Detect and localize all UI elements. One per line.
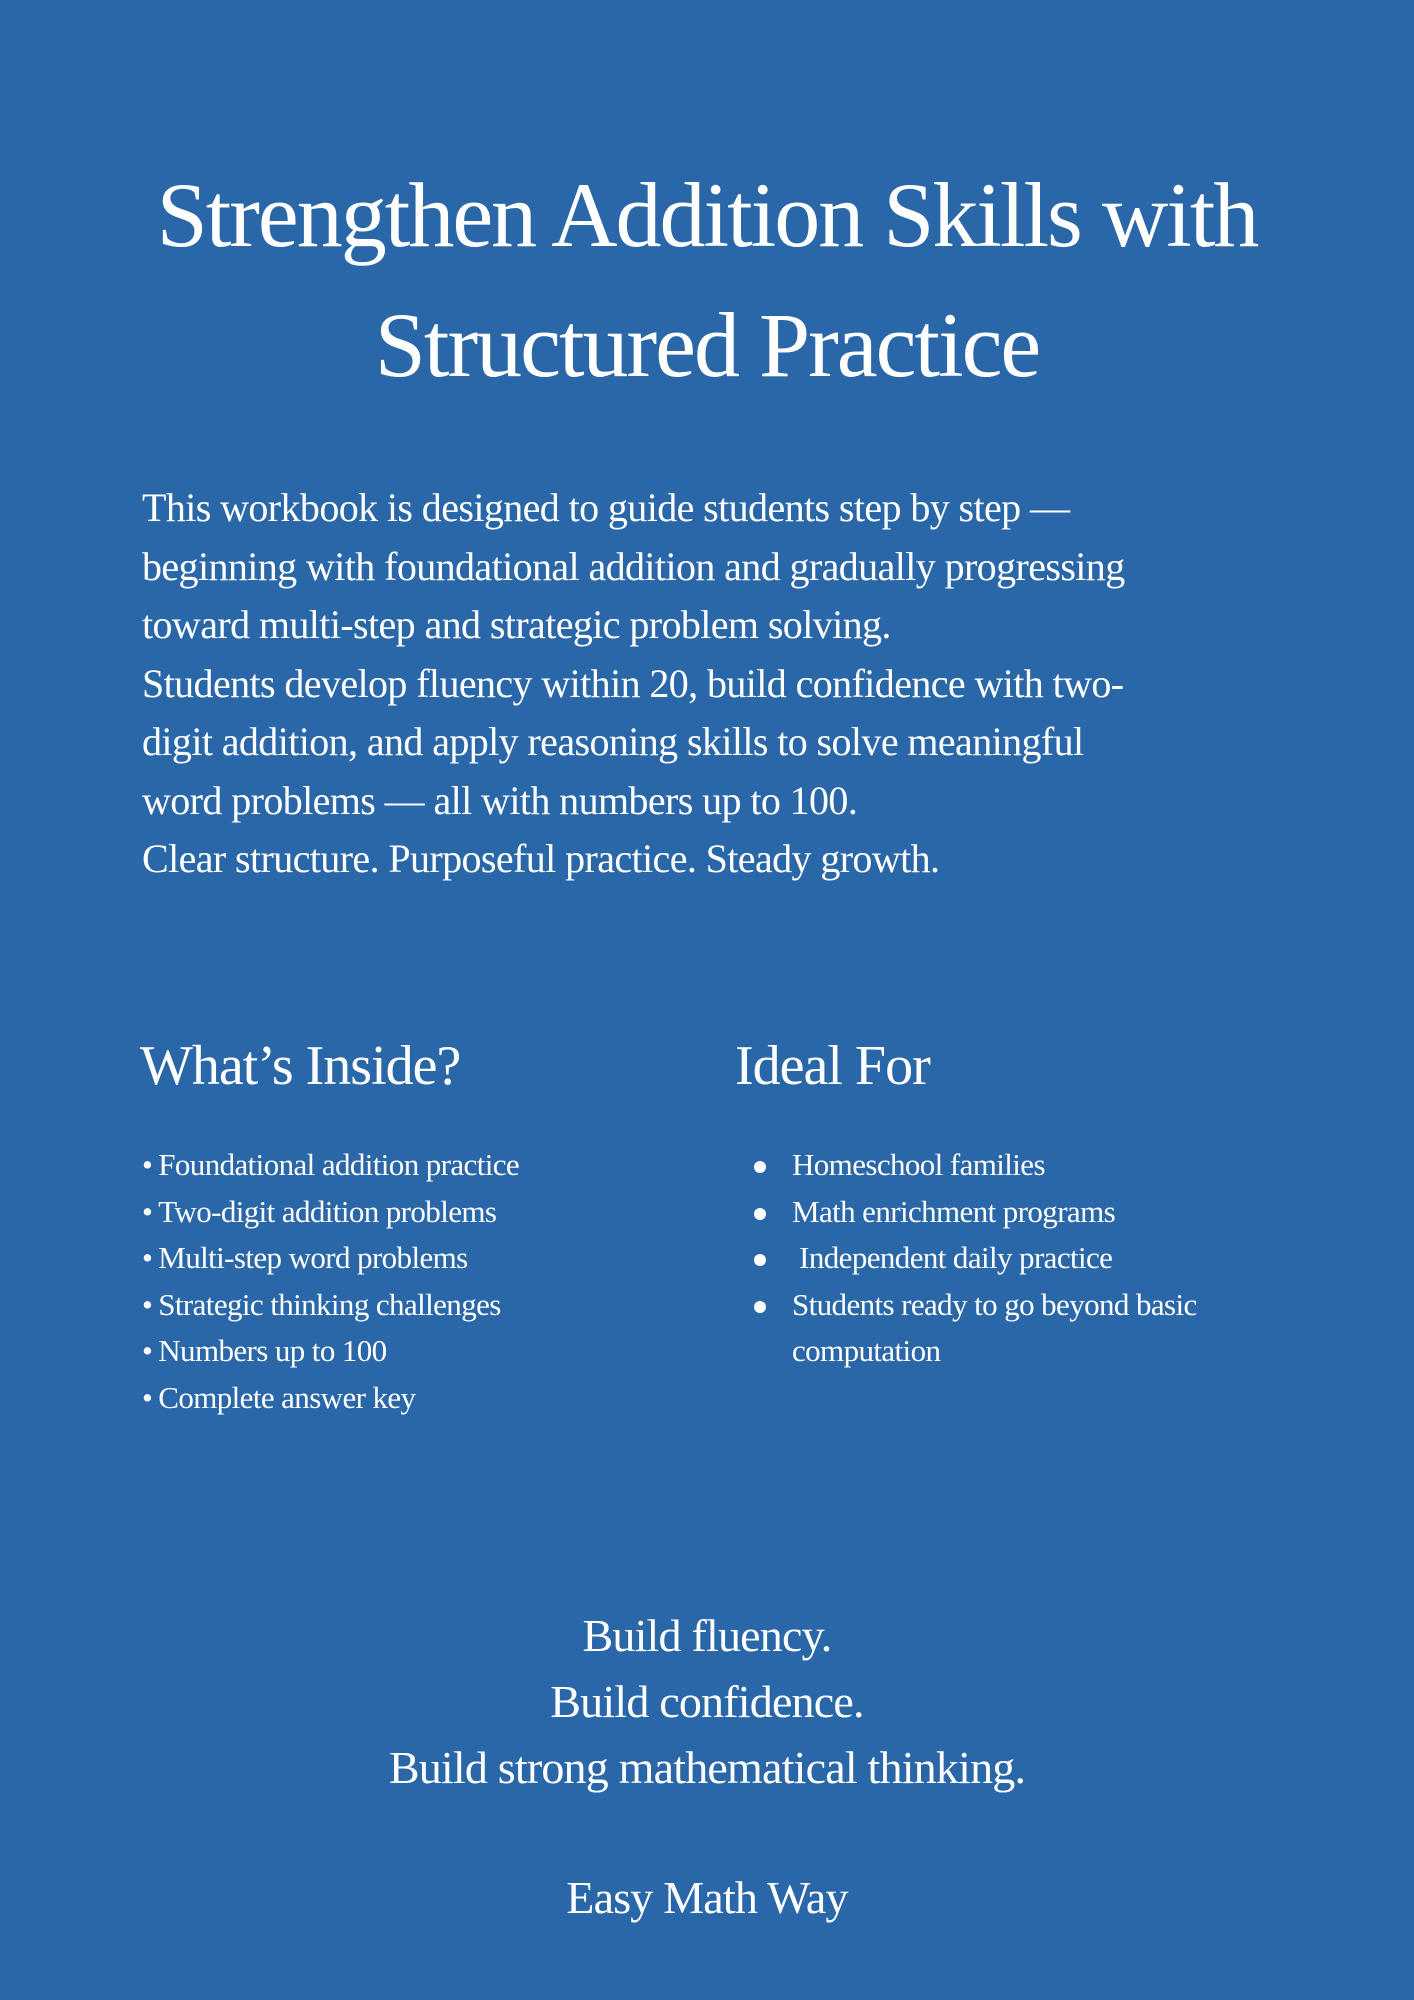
list-item (752, 1189, 1312, 1236)
list-item (752, 1282, 1312, 1375)
intro-paragraph (142, 479, 1292, 889)
page-title (80, 150, 1334, 410)
list-item (142, 1235, 519, 1282)
list-item (142, 1189, 519, 1236)
list-item-text: Students ready to go beyond basic computation (792, 1286, 1197, 1368)
bullet-icon: • (142, 1147, 153, 1182)
list-item (142, 1375, 519, 1422)
intro-line: This workbook is designed to guide students step by step — (142, 485, 1070, 530)
title-line-2: Structured Practice (374, 294, 1040, 396)
bullet-icon: • (142, 1286, 153, 1322)
tagline-line-1: Build fluency. (582, 1610, 832, 1661)
bullet-icon: • (142, 1193, 153, 1229)
list-item-text: Two-digit addition problems (158, 1193, 497, 1229)
bullet-dot-icon (754, 1301, 766, 1313)
list-item (752, 1235, 1312, 1282)
list-item-text: Math enrichment programs (792, 1193, 1116, 1229)
bullet-dot-icon (754, 1208, 766, 1220)
tagline-line-2: Build confidence. (550, 1676, 864, 1727)
bullet-icon: • (142, 1240, 153, 1275)
ideal-for-heading: Ideal For (735, 1035, 930, 1097)
list-item-text: Strategic thinking challenges (158, 1286, 501, 1322)
list-item-text: Multi-step word problems (158, 1240, 468, 1275)
brand-name: Easy Math Way (566, 1872, 848, 1923)
intro-line: word problems — all with numbers up to 100. (142, 777, 858, 823)
bullet-dot-icon (754, 1254, 766, 1266)
bullet-icon: • (142, 1379, 153, 1415)
title-line-1: Strengthen Addition Skills with (156, 164, 1258, 266)
intro-line: Students develop fluency within 20, build confidence with two- (142, 660, 1124, 706)
intro-line: digit addition, and apply reasoning skills to solve meaningful (142, 719, 1084, 764)
tagline (0, 1603, 1414, 1801)
intro-line: toward multi-step and strategic problem solving. (142, 602, 891, 647)
list-item-text: Numbers up to 100 (158, 1333, 387, 1368)
list-item-text: Homeschool families (792, 1147, 1045, 1182)
list-item (142, 1328, 519, 1375)
intro-line: Clear structure. Purposeful practice. Steady growth. (142, 836, 940, 881)
whats-inside-heading: What’s Inside? (140, 1035, 461, 1097)
list-item (752, 1142, 1312, 1189)
list-item-text: Independent daily practice (792, 1240, 1113, 1275)
bullet-dot-icon (754, 1161, 766, 1173)
whats-inside-list (142, 1142, 519, 1421)
list-item-text: Foundational addition practice (158, 1147, 520, 1182)
bullet-icon: • (142, 1333, 153, 1368)
intro-line: beginning with foundational addition and gradually progressing (142, 543, 1125, 589)
list-item-text: Complete answer key (158, 1379, 416, 1415)
tagline-line-3: Build strong mathematical thinking. (388, 1742, 1026, 1793)
list-item (142, 1142, 519, 1189)
list-item (142, 1282, 519, 1329)
ideal-for-list (752, 1142, 1312, 1375)
